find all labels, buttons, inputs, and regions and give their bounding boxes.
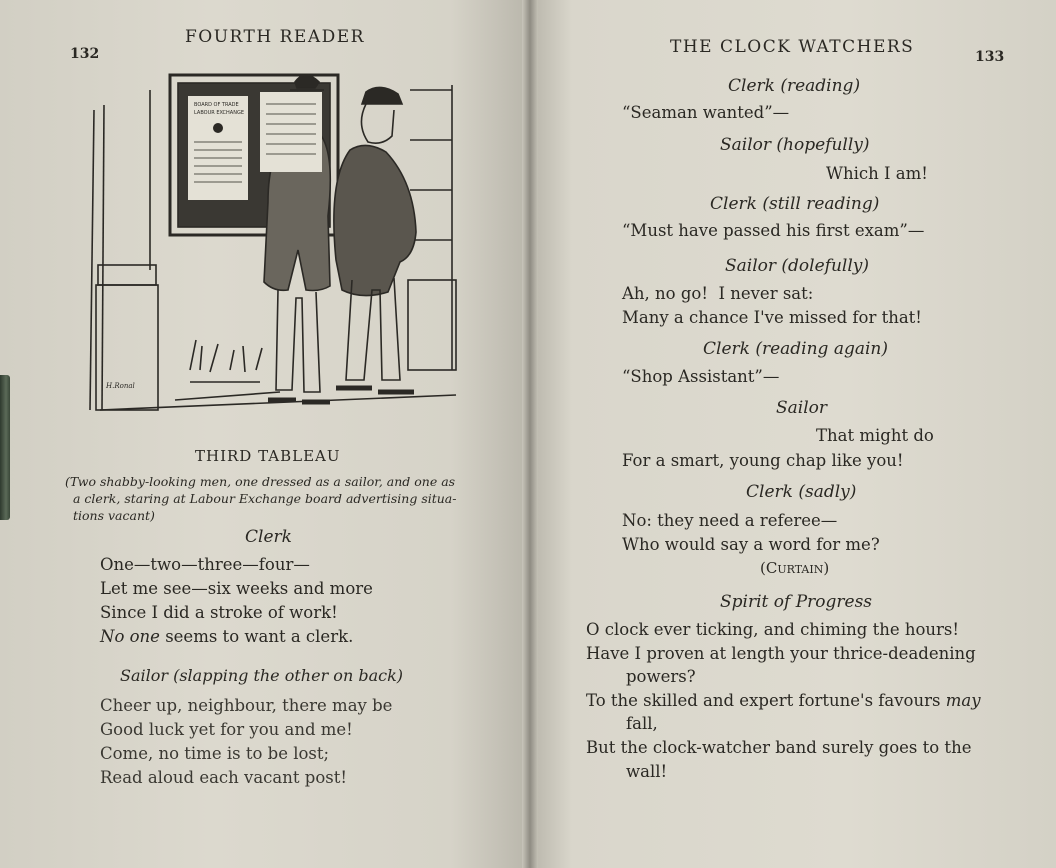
stage-direction-line: a clerk, staring at Labour Exchange board advertising situa-: [73, 490, 457, 506]
verse-line: Read aloud each vacant post!: [100, 767, 347, 787]
verse-line: wall!: [626, 761, 668, 781]
book-gutter: [522, 0, 538, 868]
curtain: (Curtain): [760, 559, 830, 577]
spirit-verse: [586, 618, 981, 783]
stage-direction: [65, 474, 515, 525]
verse-line: [586, 689, 981, 713]
speaker: Sailor (dolefully): [725, 256, 870, 276]
left-page-number: 132: [70, 46, 100, 62]
verse-line: powers?: [626, 667, 696, 687]
dialogue-line: Who would say a word for me?: [622, 534, 880, 554]
verse-line: Have I proven at length your thrice-deadening: [586, 643, 976, 663]
verse-line: One—two—three—four—: [100, 555, 310, 574]
dialogue-line: For a smart, young chap like you!: [622, 451, 904, 470]
section-title: THIRD TABLEAU: [195, 447, 341, 465]
verse-text: To the skilled and expert fortune's favours: [586, 690, 941, 710]
page-clip: [0, 375, 10, 520]
illustration-men-at-board: [80, 70, 460, 420]
notice-line-1: BOARD OF TRADE: [194, 102, 239, 108]
verse-line: fall,: [626, 714, 658, 734]
speaker-spirit-of-progress: Spirit of Progress: [720, 592, 873, 612]
verse-line: [100, 625, 373, 649]
clerk-verse: [100, 553, 373, 649]
dialogue-verse: [622, 509, 880, 557]
verse-text: seems to want a clerk.: [165, 626, 354, 646]
verse-line: Cheer up, neighbour, there may be: [100, 696, 393, 715]
verse-line: Since I did a stroke of work!: [100, 602, 338, 622]
speaker: Clerk (reading): [728, 76, 861, 96]
speaker-sailor: Sailor (slapping the other on back): [120, 666, 404, 685]
dialogue-line: Ah, no go! I never sat:: [622, 284, 814, 303]
right-page-number: 133: [975, 49, 1005, 65]
speaker: Clerk (sadly): [746, 482, 857, 502]
speaker: Sailor (hopefully): [720, 135, 870, 155]
dialogue-line: Which I am!: [826, 164, 928, 183]
dialogue-line: No: they need a referee—: [622, 511, 838, 530]
verse-line: O clock ever ticking, and chiming the hours!: [586, 620, 960, 639]
speaker-clerk: Clerk: [245, 527, 292, 547]
stage-direction-line: (Two shabby-looking men, one dressed as a sailor, and one as: [65, 474, 456, 489]
speaker: Clerk (still reading): [710, 194, 880, 214]
verse-line: Come, no time is to be lost;: [100, 743, 330, 763]
dialogue-line: “Seaman wanted”—: [622, 103, 790, 122]
speaker: Clerk (reading again): [703, 339, 889, 359]
stage-direction-line: tions vacant): [73, 507, 155, 523]
notice-line-2: LABOUR EXCHANGE: [194, 110, 244, 116]
dialogue-line: Many a chance I've missed for that!: [622, 307, 922, 327]
right-page: [530, 0, 1056, 868]
dialogue-verse: [622, 282, 922, 330]
dialogue-line: “Must have passed his first exam”—: [622, 221, 925, 240]
verse-line: But the clock-watcher band surely goes to the: [586, 737, 972, 757]
verse-line: Good luck yet for you and me!: [100, 719, 353, 739]
right-running-head: THE CLOCK WATCHERS: [670, 37, 915, 57]
dialogue-line: That might do: [816, 426, 934, 445]
sailor-verse: [100, 694, 392, 790]
speaker: Sailor: [776, 398, 828, 418]
artist-signature: H.Ronal: [106, 382, 135, 390]
emphasis: may: [945, 690, 981, 710]
left-running-head: FOURTH READER: [185, 27, 365, 47]
dialogue-line: “Shop Assistant”—: [622, 367, 780, 386]
emphasis: No one: [100, 626, 160, 646]
verse-line: Let me see—six weeks and more: [100, 578, 373, 598]
